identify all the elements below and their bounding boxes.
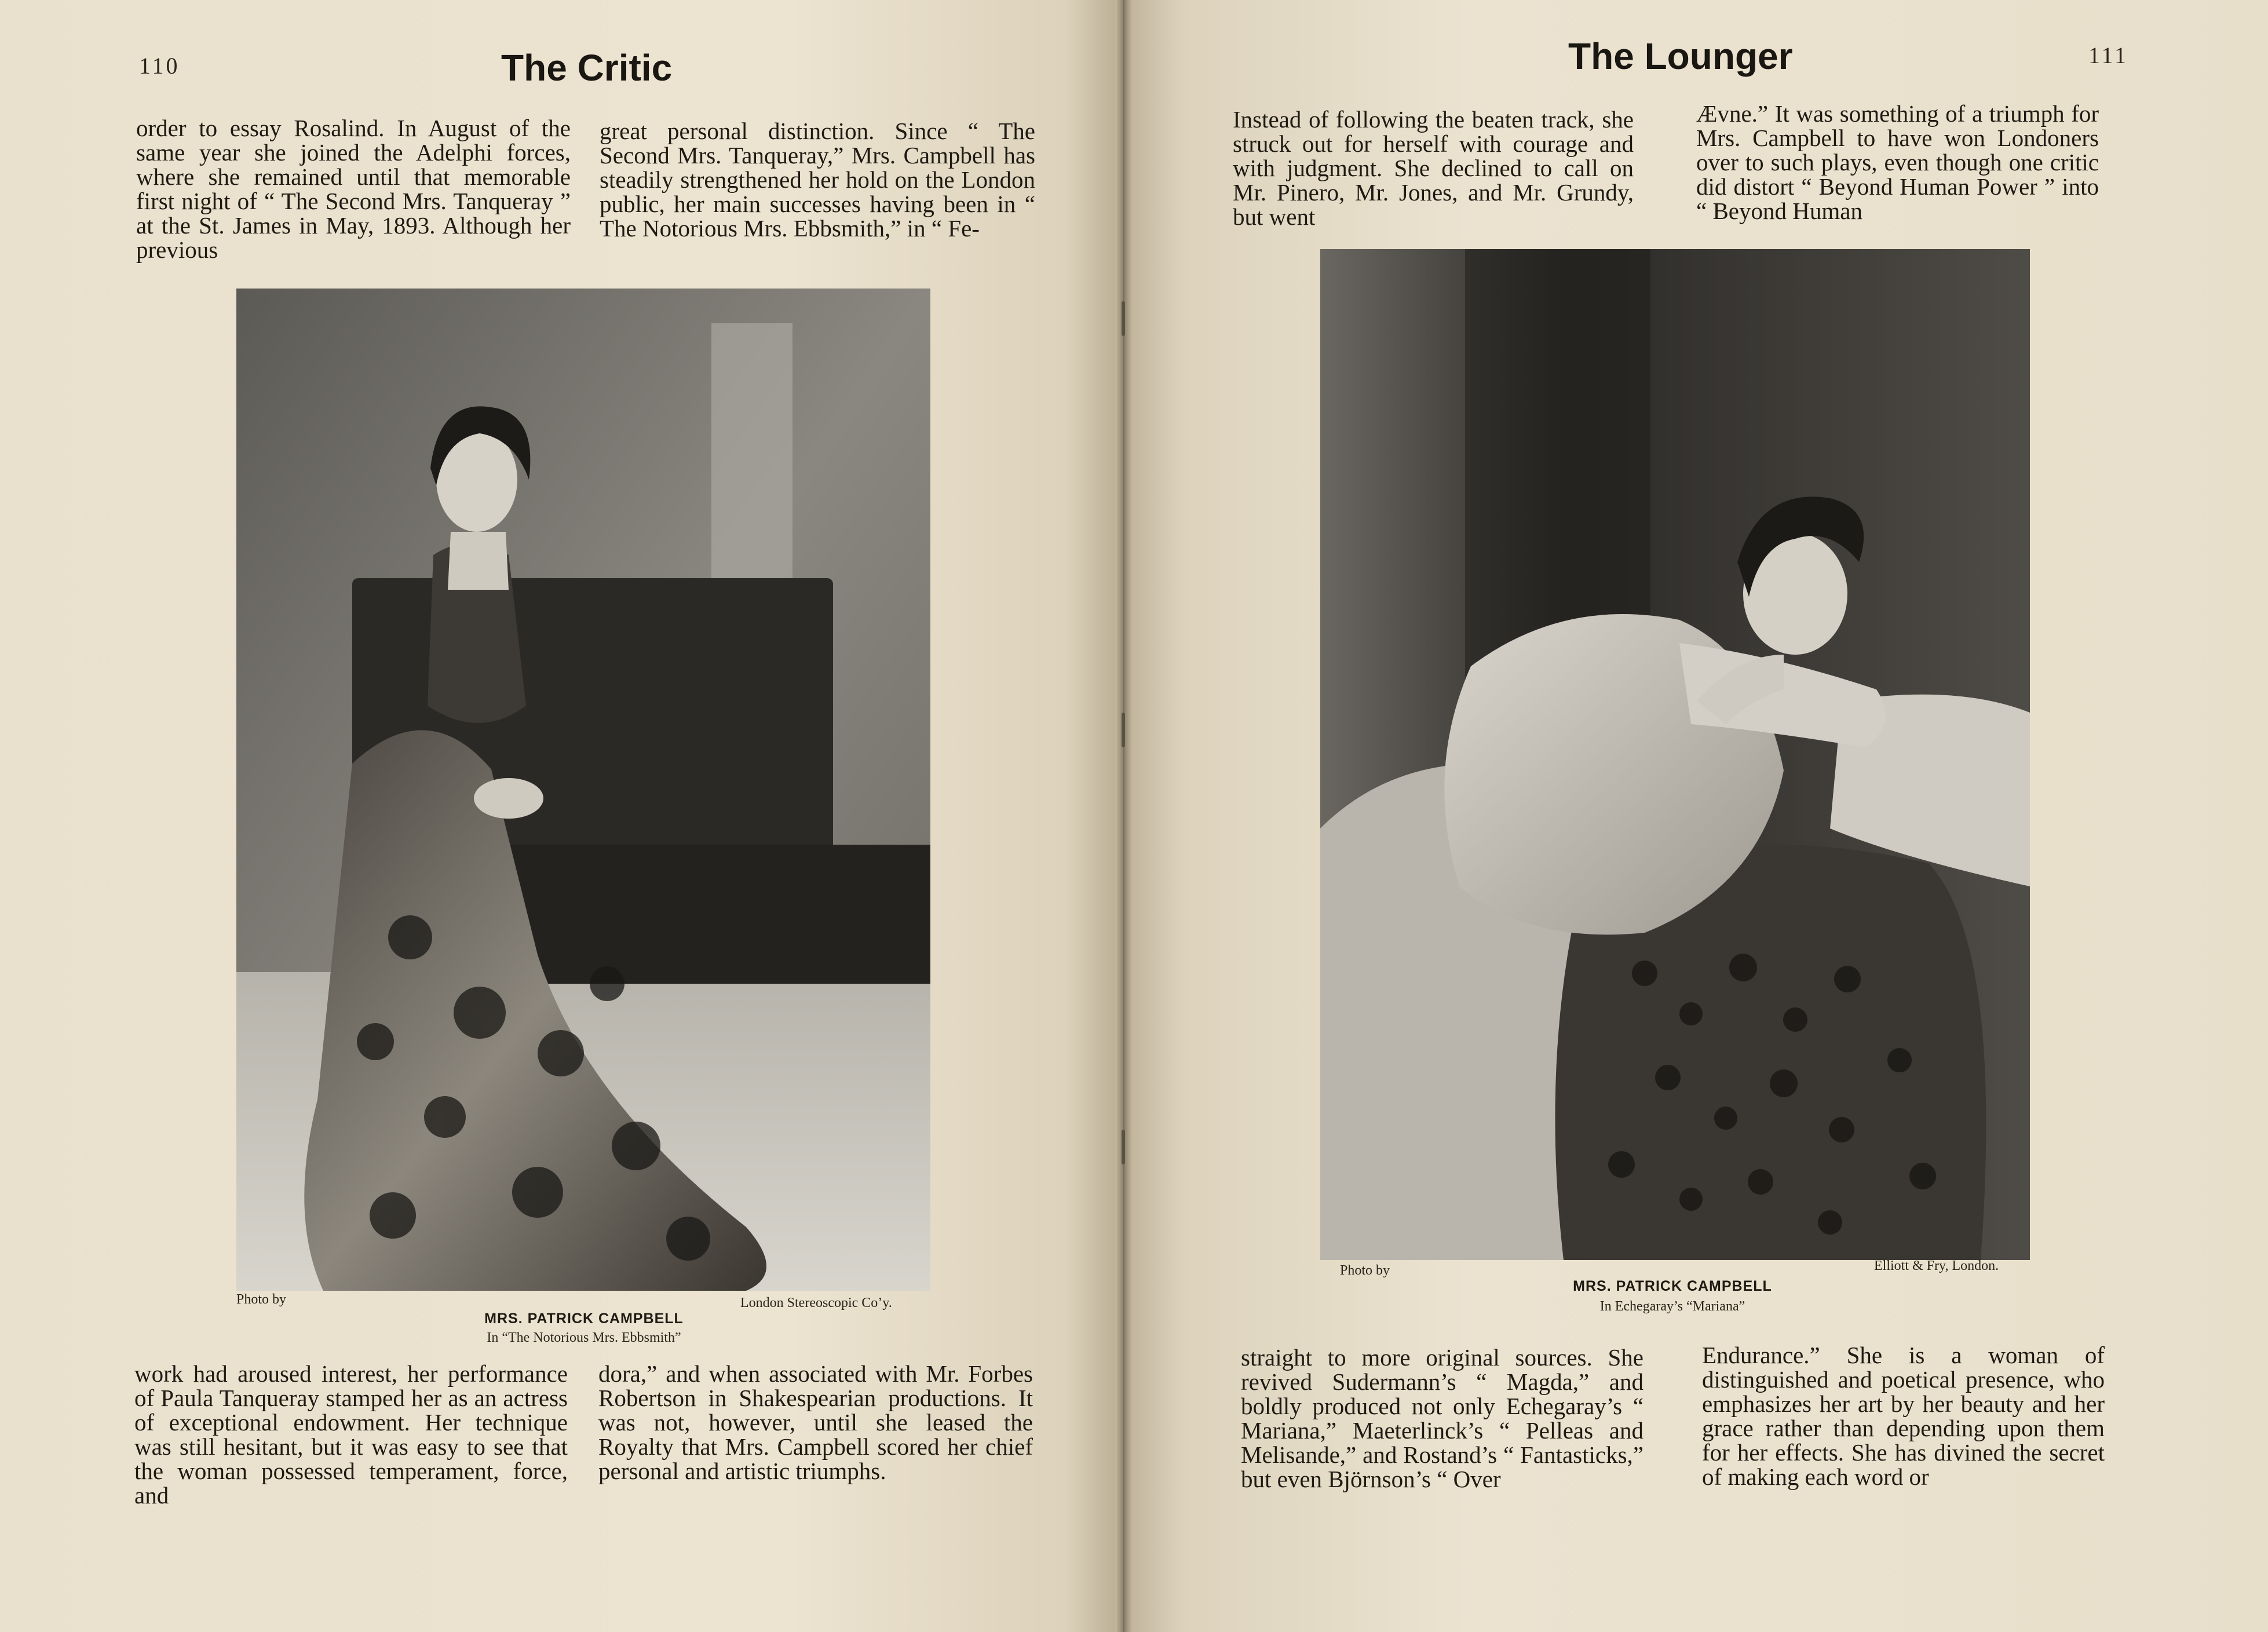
running-head: The Critic xyxy=(501,47,673,89)
left-page xyxy=(0,0,1121,1632)
paragraph: dora,” and when associated with Mr. Forbes Robertson in Shakespearian productions. It was not, however, until she leased the Royalty that Mrs. Campbell scored her chief personal and artistic triumphs. xyxy=(598,1360,1033,1484)
text-column-bottom-1 xyxy=(1241,1345,1644,1491)
paragraph: straight to more original sources. She revived Sudermann’s “ Magda,” and boldly produced not only Echegaray’s “ Mariana,” Maeterlinck’s “ Pelleas and Melisande,” and Rostand’s “ Fantasticks,” but even Björnson’s “ Over xyxy=(1241,1344,1644,1492)
photo-caption-name: MRS. PATRICK CAMPBELL xyxy=(1573,1278,1772,1294)
photo-credit-label: Photo by xyxy=(236,1292,287,1307)
photo-caption-role: In Echegaray’s “Mariana” xyxy=(1599,1299,1745,1314)
text-column-bottom-2 xyxy=(1702,1343,2105,1489)
book-gutter xyxy=(1115,0,1133,1632)
paragraph: Endurance.” She is a woman of distinguished and poetical presence, who emphasizes her art by her beauty and her grace rather than depending upon them for her effects. She has divined the secret of making each word or xyxy=(1702,1342,2105,1490)
page-number: 111 xyxy=(2088,42,2129,68)
text-column-bottom-1 xyxy=(134,1361,568,1507)
portrait-photo-ebbsmith xyxy=(236,289,930,1291)
running-head: The Lounger xyxy=(1568,35,1793,77)
right-page xyxy=(1127,0,2268,1632)
photo-caption-name: MRS. PATRICK CAMPBELL xyxy=(484,1310,684,1327)
text-column-top-1 xyxy=(1233,107,1634,229)
binding-stitch xyxy=(1122,1130,1125,1164)
paragraph: Ævne.” It was something of a triumph for Mrs. Campbell to have won Londoners over to such plays, even though one critic did distort “ Beyond Human Power ” into “ Beyond Human xyxy=(1696,100,2099,224)
photo-credit-label: Photo by xyxy=(1340,1263,1390,1278)
text-column-top-1 xyxy=(136,116,571,262)
paragraph: work had aroused interest, her performance of Paula Tanqueray stamped her as an actress of exceptional endowment. Her technique was still hesitant, but it was easy to see that the woman possessed temperament, force, and xyxy=(134,1360,568,1509)
page-number: 110 xyxy=(139,53,180,79)
paragraph: Instead of following the beaten track, she struck out for herself with courage and with judgment. She declined to call on Mr. Pinero, Mr. Jones, and Mr. Grundy, but went xyxy=(1233,106,1634,230)
paragraph: great personal distinction. Since “ The Second Mrs. Tanqueray,” Mrs. Campbell has steadily strengthened her hold on the London public, her main successes having been in “ The Notorious Mrs. Ebbsmith,” in “ Fe- xyxy=(600,118,1035,242)
paragraph: order to essay Rosalind. In August of the same year she joined the Adelphi forces, where she remained until that memorable first night of “ The Second Mrs. Tanqueray ” at the St. James in May, 1893. Although her previous xyxy=(136,115,571,263)
photo-caption-role: In “The Notorious Mrs. Ebbsmith” xyxy=(487,1330,681,1345)
text-column-bottom-2 xyxy=(598,1361,1033,1483)
binding-stitch xyxy=(1122,301,1125,336)
text-column-top-2 xyxy=(1696,101,2099,223)
portrait-photo-mariana xyxy=(1320,249,2030,1260)
photo-credit-studio: London Stereoscopic Co’y. xyxy=(740,1295,892,1310)
binding-stitch xyxy=(1122,713,1125,747)
text-column-top-2 xyxy=(600,119,1035,240)
photo-credit-studio: Elliott & Fry, London. xyxy=(1874,1258,1999,1273)
